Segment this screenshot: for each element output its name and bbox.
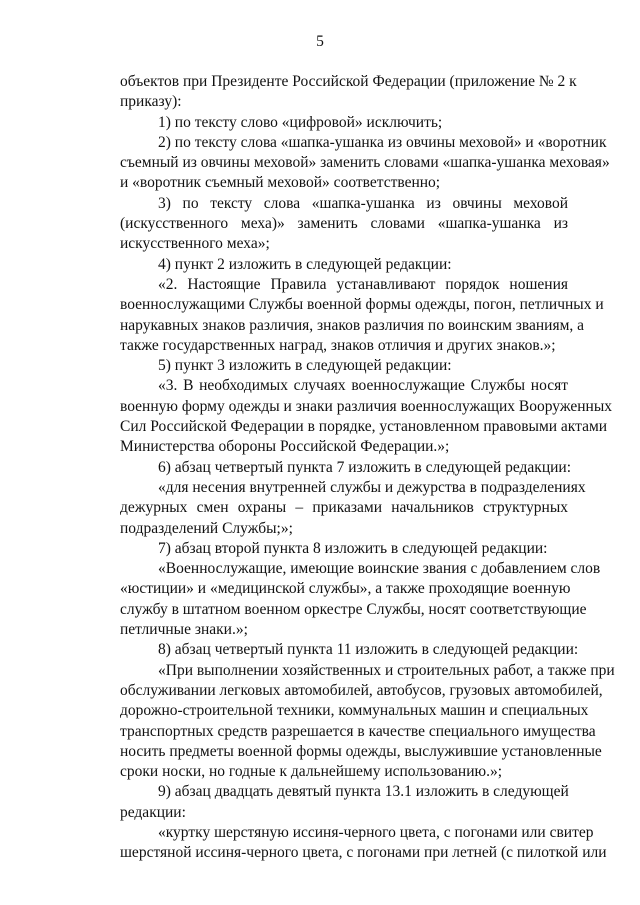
text-line: редакции: xyxy=(120,803,186,821)
text-line: 5) пункт 3 изложить в следующей редакции: xyxy=(158,357,452,375)
text-line: «2. Настоящие Правила устанавливают порядок ношения xyxy=(158,275,568,293)
text-line: дорожно-строительной техники, коммунальных машин и специальных xyxy=(120,702,589,720)
text-line: «юстиции» и «медицинской службы», а также проходящие военную xyxy=(120,580,571,598)
text-line: и «воротник съемный меховой» соответственно; xyxy=(120,174,441,192)
page-number: 5 xyxy=(316,33,324,50)
text-line: «При выполнении хозяйственных и строительных работ, а также при xyxy=(158,661,615,679)
text-line: службу в штатном военном оркестре Службы, носят соответствующие xyxy=(120,600,587,618)
text-line: транспортных средств разрешается в качестве специального имущества xyxy=(120,722,596,740)
text-line: обслуживании легковых автомобилей, автобусов, грузовых автомобилей, xyxy=(120,681,603,699)
text-line: «3. В необходимых случаях военнослужащие Службы носят xyxy=(158,377,568,395)
text-line: приказу): xyxy=(120,93,182,111)
text-line: также государственных наград, знаков отличия и других знаков.»; xyxy=(120,336,556,354)
text-line: 2) по тексту слова «шапка-ушанка из овчины меховой» и «воротник xyxy=(158,133,607,151)
text-line: искусственного меха»; xyxy=(120,235,270,253)
text-line: сроки носки, но годные к дальнейшему использованию.»; xyxy=(120,763,503,781)
text-line: военнослужащими Службы военной формы одежды, погон, петличных и xyxy=(120,296,604,314)
text-line: 4) пункт 2 изложить в следующей редакции: xyxy=(158,255,452,273)
text-line: Сил Российской Федерации в порядке, установленном правовыми актами xyxy=(120,418,608,436)
text-line: подразделений Службы;»; xyxy=(120,519,293,537)
text-line: Министерства обороны Российской Федерации.»; xyxy=(120,438,450,456)
text-line: «Военнослужащие, имеющие воинские звания с добавлением слов xyxy=(158,560,601,578)
text-line: объектов при Президенте Российской Федерации (приложение № 2 к xyxy=(120,73,577,90)
text-line: носить предметы военной формы одежды, выслужившие установленные xyxy=(120,742,602,760)
text-line: 1) по тексту слово «цифровой» исключить; xyxy=(158,113,443,131)
text-line: съемный из овчины меховой» заменить словами «шапка-ушанка меховая» xyxy=(120,154,610,172)
text-line: 3) по тексту слова «шапка-ушанка из овчины меховой xyxy=(158,194,568,212)
text-line: (искусственного меха)» заменить словами «шапка-ушанка из xyxy=(120,215,568,233)
text-line: 8) абзац четвертый пункта 11 изложить в следующей редакции: xyxy=(158,641,579,659)
text-line: петличные знаки.»; xyxy=(120,621,248,639)
text-line: 7) абзац второй пункта 8 изложить в следующей редакции: xyxy=(158,539,548,557)
text-line: «для несения внутренней службы и дежурства в подразделениях xyxy=(158,478,586,496)
text-line: 6) абзац четвертый пункта 7 изложить в следующей редакции: xyxy=(158,458,572,476)
text-line: «куртку шерстяную иссиня-черного цвета, с погонами или свитер xyxy=(158,823,594,841)
text-line: 9) абзац двадцать девятый пункта 13.1 изложить в следующей xyxy=(158,783,569,801)
text-line: дежурных смен охраны – приказами начальников структурных xyxy=(120,499,568,517)
text-line: военную форму одежды и знаки различия военнослужащих Вооруженных xyxy=(120,397,612,415)
document-body xyxy=(120,73,615,865)
text-line: шерстяной иссиня-черного цвета, с погонами при летней (с пилоткой или xyxy=(120,844,607,862)
text-line: нарукавных знаков различия, знаков различия по воинским званиям, а xyxy=(120,316,585,334)
